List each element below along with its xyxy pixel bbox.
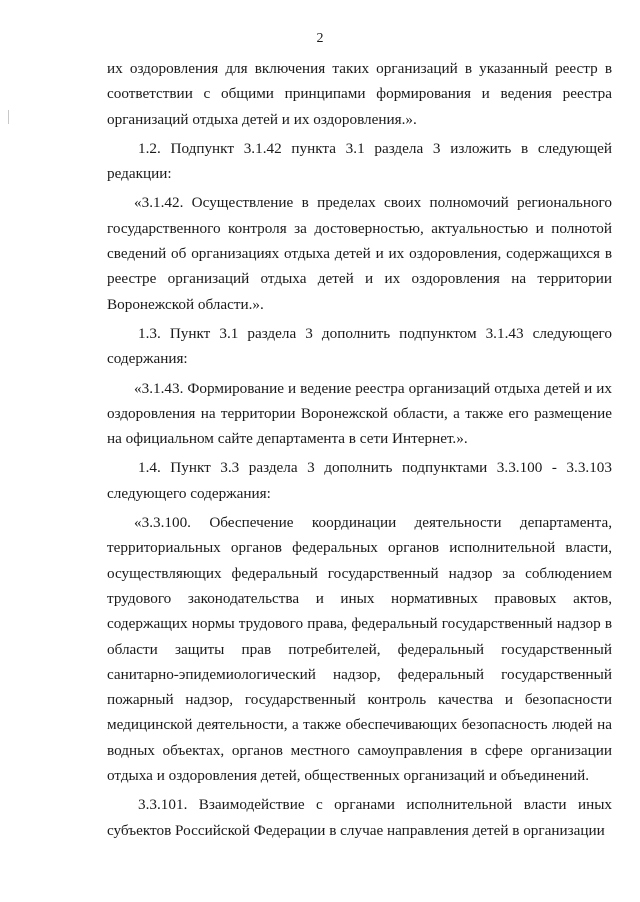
paragraph-quote-3-1-42: «3.1.42. Осуществление в пределах своих полномочий регионального государственного контроля за достоверностью, актуальностью и полнотой сведений об организациях отдыха детей и их оздоровления, содержащихся в реестре организаций отдыха детей и их оздоровления на территории Воронежской области.». — [107, 194, 612, 313]
scan-margin-mark — [8, 110, 9, 124]
document-body — [107, 56, 612, 843]
paragraph-quote-3-1-43: «3.1.43. Формирование и ведение реестра организаций отдыха детей и их оздоровления на территории Воронежской области, а также его размещение на официальном сайте департамента в сети Интернет.». — [107, 379, 612, 448]
page-number: 2 — [316, 31, 324, 46]
paragraph-item-3-3-101: 3.3.101. Взаимодействие с органами исполнительной власти иных субъектов Российской Федерации в случае направления детей в организации — [107, 796, 612, 839]
paragraph-item-1-4: 1.4. Пункт 3.3 раздела 3 дополнить подпунктами 3.3.100 - 3.3.103 следующего содержания: — [107, 459, 612, 502]
paragraph-item-1-2: 1.2. Подпункт 3.1.42 пункта 3.1 раздела 3 изложить в следующей редакции: — [107, 139, 612, 183]
paragraph-item-1-3: 1.3. Пункт 3.1 раздела 3 дополнить подпунктом 3.1.43 следующего содержания: — [107, 324, 612, 368]
paragraph-quote-3-3-100: «3.3.100. Обеспечение координации деятельности департамента, территориальных органов федеральных органов исполнительной власти, осуществляющих федеральный государственный надзор за соблюдением трудового законодательства и иных нормативных правовых актов, содержащих нормы трудового права, федеральный государственный надзор в области защиты прав потребителей, федеральный государственный санитарно-эпидемиологический надзор, федеральный государственный пожарный надзор, государственный контроль качества и безопасности медицинской деятельности, а также обеспечивающих безопасность людей на водных объектах, органов местного самоуправления в сфере организации отдыха и оздоровления детей, общественных организаций и объединений. — [107, 514, 612, 785]
paragraph-continuation: их оздоровления для включения таких организаций в указанный реестр в соответствии с общими принципами формирования и ведения реестра организаций отдыха детей и их оздоровления.». — [107, 60, 612, 128]
